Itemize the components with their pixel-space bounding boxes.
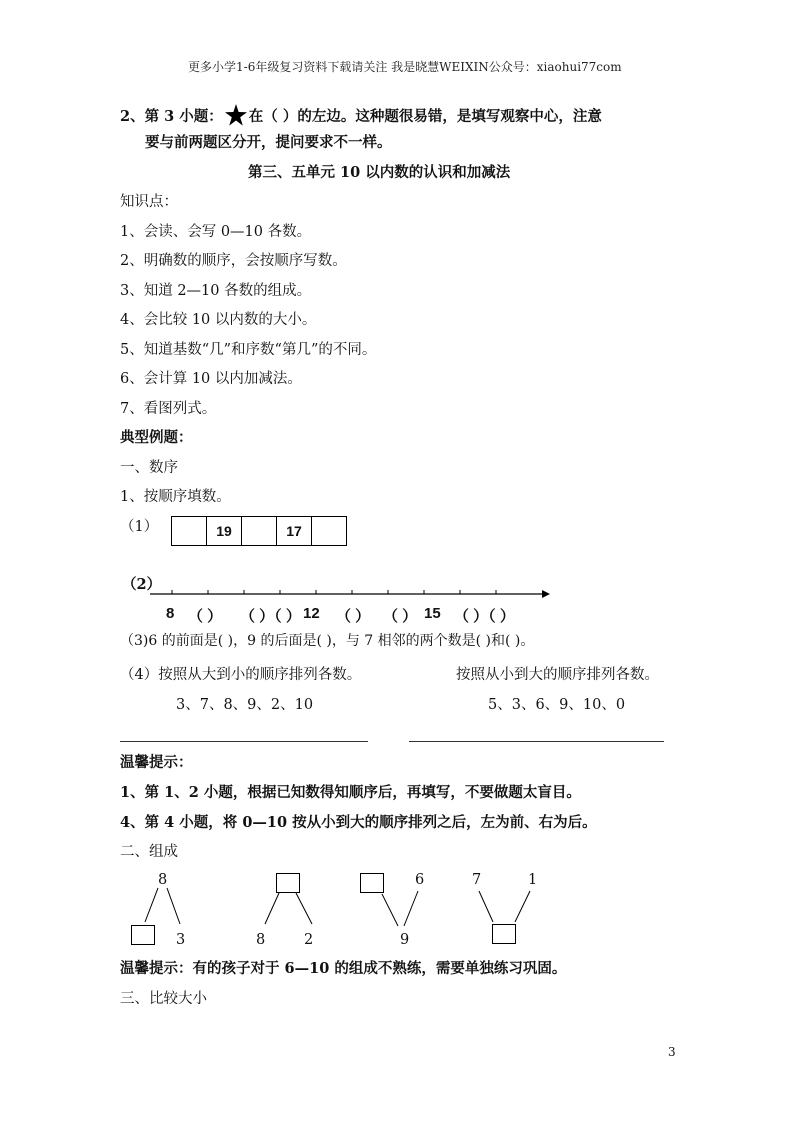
composition-number: 2	[304, 932, 314, 948]
tip-q3-line2: 要与前两题区分开，提问要求不一样。	[145, 134, 392, 151]
number-line-label: 12	[303, 605, 320, 622]
tips-label: 温馨提示：	[120, 754, 193, 771]
number-line-label: 8	[166, 605, 175, 622]
page-header: 更多小学1-6年级复习资料下载请关注 我是晓慧WEIXIN公众号：xiaohui77com	[188, 60, 622, 74]
knowledge-item: 2、明确数的顺序，会按顺序写数。	[120, 253, 347, 269]
number-line-label: 15	[424, 605, 441, 622]
section1-q1: 1、按顺序填数。	[120, 489, 231, 505]
number-line-blank: （ ）（ ）	[240, 608, 301, 625]
section1-title: 一、数序	[120, 460, 178, 476]
knowledge-item: 4、会比较 10 以内数的大小。	[120, 312, 317, 328]
number-line-blank: （ ）	[336, 608, 371, 625]
part4-right-numbers: 5、3、6、9、10、0	[488, 697, 626, 713]
tip-q3-prefix: 2、第 3 小题：	[120, 108, 223, 125]
tip-q3-suffix: 在（ ）的左边。这种题很易错，是填写观察中心，注意	[248, 108, 602, 125]
knowledge-item: 6、会计算 10 以内加减法。	[120, 371, 302, 387]
knowledge-item: 3、知道 2—10 各数的组成。	[120, 283, 312, 299]
number-line-blank: （ ）	[383, 608, 418, 625]
knowledge-item: 5、知道基数“几”和序数“第几”的不同。	[120, 342, 377, 358]
composition-number: 7	[472, 872, 482, 888]
part2-label: （2）	[122, 576, 162, 593]
section2-title: 二、组成	[120, 844, 178, 860]
part4-left-numbers: 3、7、8、9、2、10	[176, 697, 314, 713]
sequence-cell: 19	[207, 517, 242, 546]
number-line-blank: （ ）（ ）	[454, 608, 515, 625]
part4-left-question: （4）按照从大到小的顺序排列各数。	[120, 667, 362, 683]
section3-title: 三、比较大小	[120, 991, 207, 1007]
part3-question: （3)6 的前面是( )，9 的后面是( )，与 7 相邻的两个数是( )和( )。	[120, 633, 535, 649]
composition-box[interactable]	[131, 925, 155, 945]
sequence-cell: 17	[277, 517, 312, 546]
composition-number: 3	[176, 932, 186, 948]
examples-label: 典型例题：	[120, 429, 193, 446]
part4-right-question: 按照从小到大的顺序排列各数。	[456, 667, 659, 683]
composition-number: 6	[415, 872, 425, 888]
composition-box[interactable]	[492, 924, 516, 944]
composition-number: 8	[158, 872, 168, 888]
knowledge-label: 知识点：	[120, 194, 178, 210]
composition-number: 9	[400, 932, 410, 948]
composition-number: 1	[528, 872, 538, 888]
tips-composition: 温馨提示：有的孩子对于 6—10 的组成不熟练，需要单独练习巩固。	[120, 960, 567, 977]
unit-title: 第三、五单元 10 以内数的认识和加减法	[248, 164, 511, 181]
tips-line: 4、第 4 小题，将 0—10 按从小到大的顺序排列之后，左为前、右为后。	[120, 814, 597, 831]
knowledge-item: 7、看图列式。	[120, 401, 217, 417]
part1-label: （1）	[120, 519, 159, 535]
knowledge-item: 1、会读、会写 0—10 各数。	[120, 224, 312, 240]
number-line-blank: （ ）	[188, 608, 223, 625]
page-number: 3	[668, 1045, 676, 1059]
composition-box[interactable]	[276, 873, 300, 893]
composition-number: 8	[256, 932, 266, 948]
tips-line: 1、第 1、2 小题，根据已知数得知顺序后，再填写，不要做题太盲目。	[120, 784, 581, 801]
composition-box[interactable]	[360, 873, 384, 893]
